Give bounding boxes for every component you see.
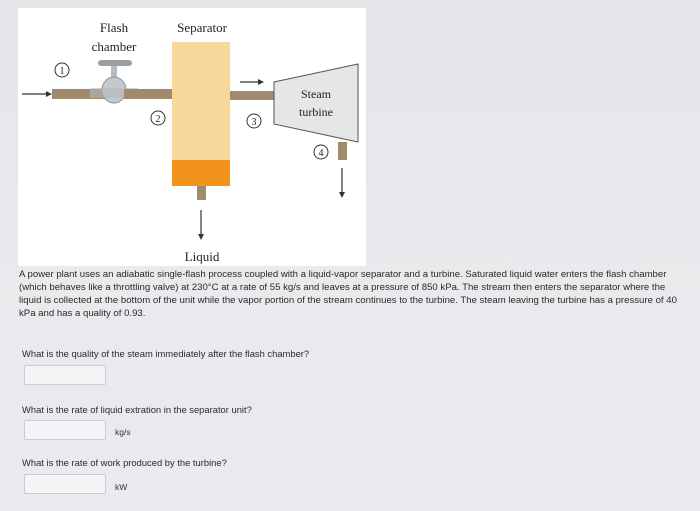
diagram-svg — [18, 8, 366, 266]
liquid-rate-answer-input[interactable] — [24, 420, 106, 440]
turbine-label-line1: Steam — [301, 87, 331, 101]
state-3-label: 3 — [251, 117, 257, 128]
turbine-work-unit: kW — [115, 482, 128, 492]
liquid-drain-pipe — [197, 186, 206, 200]
flash-label-line1: Flash — [99, 20, 129, 35]
steam-turbine — [274, 64, 358, 142]
vapor-pipe — [230, 91, 274, 100]
exhaust-arrow-icon — [339, 168, 345, 198]
turbine-work-answer-input[interactable] — [24, 474, 106, 494]
separator-label: Separator — [177, 20, 227, 35]
question-2-text: What is the rate of liquid extration in the separator unit? — [22, 404, 252, 415]
state-2-label: 2 — [155, 114, 161, 125]
separator-liquid — [172, 160, 230, 186]
liquid-label: Liquid — [184, 249, 220, 264]
liquid-outlet-arrow-icon — [198, 210, 204, 240]
liquid-rate-unit: kg/s — [115, 427, 131, 437]
vapor-arrow-icon — [240, 79, 264, 85]
quality-answer-input[interactable] — [24, 365, 106, 385]
turbine-exhaust-pipe — [338, 142, 347, 160]
problem-statement: A power plant uses an adiabatic single-flash process coupled with a liquid-vapor separator and a turbine. Saturated liquid water enters the flash chamber (which behaves like a throttling valve) at 230°C at a rate of 55 kg/s and leaves at a pressure of 850 kPa. The stream then enters the separator where the liquid is collected at the bottom of the unit while the vapor portion of the stream continues to the turbine. The steam leaving the turbine has a pressure of 40 kPa and has a quality of 0.93. — [19, 269, 677, 319]
question-3-text: What is the rate of work produced by the turbine? — [22, 457, 227, 468]
state-4-label: 4 — [318, 148, 324, 159]
turbine-label-line2: turbine — [299, 105, 333, 119]
question-1-text: What is the quality of the steam immediately after the flash chamber? — [22, 348, 310, 359]
flash-process-diagram — [18, 8, 366, 266]
state-1-label: 1 — [59, 66, 65, 77]
separator-vessel — [172, 42, 230, 160]
pipe-to-separator — [124, 89, 172, 99]
flash-label-line2: chamber — [91, 39, 137, 54]
inlet-arrow-icon — [22, 91, 52, 97]
